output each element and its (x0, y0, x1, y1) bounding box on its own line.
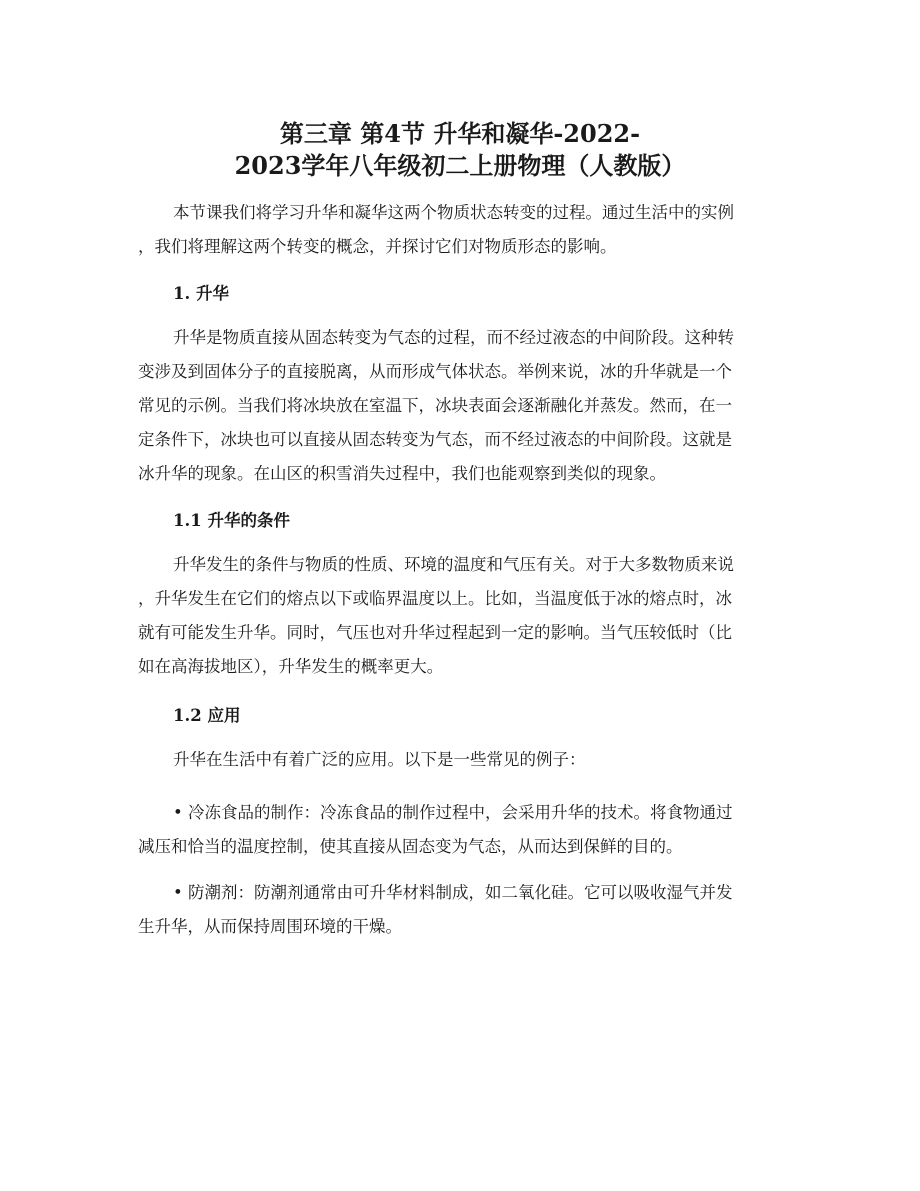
text-line: ，我们将理解这两个转变的概念，并探讨它们对物质形态的影响。 (138, 237, 617, 256)
text-line: ，升华发生在它们的熔点以下或临界温度以上。比如，当温度低于冰的熔点时，冰 (138, 589, 732, 608)
sublimation-paragraph (138, 321, 788, 491)
conditions-paragraph (138, 548, 788, 684)
document-title (140, 118, 780, 182)
title-line-2: 2023学年八年级初二上册物理（人教版） (234, 151, 686, 180)
text-line: 升华是物质直接从固态转变为气态的过程，而不经过液态的中间阶段。这种转 (173, 328, 734, 347)
bullet-item-frozen-food (138, 796, 788, 864)
text-line: 减压和恰当的温度控制，使其直接从固态变为气态，从而达到保鲜的目的。 (138, 837, 683, 856)
title-line-1: 第三章 第4节 升华和凝华-2022- (279, 119, 641, 148)
section-heading-applications: 1.2 应用 (173, 706, 241, 725)
bullet-item-desiccant (138, 876, 788, 944)
text-line: 本节课我们将学习升华和凝华这两个物质状态转变的过程。通过生活中的实例 (173, 203, 734, 222)
text-line: 生升华，从而保持周围环境的干燥。 (138, 917, 402, 936)
text-line: 变涉及到固体分子的直接脱离，从而形成气体状态。举例来说，冰的升华就是一个 (138, 362, 732, 381)
text-line: 升华发生的条件与物质的性质、环境的温度和气压有关。对于大多数物质来说 (173, 555, 734, 574)
text-line: • 防潮剂：防潮剂通常由可升华材料制成，如二氧化硅。它可以吸收湿气并发 (173, 883, 733, 902)
text-line: 如在高海拔地区），升华发生的概率更大。 (138, 657, 444, 676)
text-line: 常见的示例。当我们将冰块放在室温下，冰块表面会逐渐融化并蒸发。然而，在一 (138, 396, 732, 415)
intro-paragraph (138, 196, 788, 264)
section-heading-conditions: 1.1 升华的条件 (173, 511, 290, 530)
text-line: • 冷冻食品的制作：冷冻食品的制作过程中，会采用升华的技术。将食物通过 (173, 803, 733, 822)
text-line: 就有可能发生升华。同时，气压也对升华过程起到一定的影响。当气压较低时（比 (138, 623, 732, 642)
text-line: 定条件下，冰块也可以直接从固态转变为气态，而不经过液态的中间阶段。这就是 (138, 430, 732, 449)
section-heading-sublimation: 1. 升华 (173, 284, 229, 303)
applications-intro (138, 743, 788, 777)
text-line: 升华在生活中有着广泛的应用。以下是一些常见的例子： (173, 750, 586, 769)
text-line: 冰升华的现象。在山区的积雪消失过程中，我们也能观察到类似的现象。 (138, 464, 666, 483)
